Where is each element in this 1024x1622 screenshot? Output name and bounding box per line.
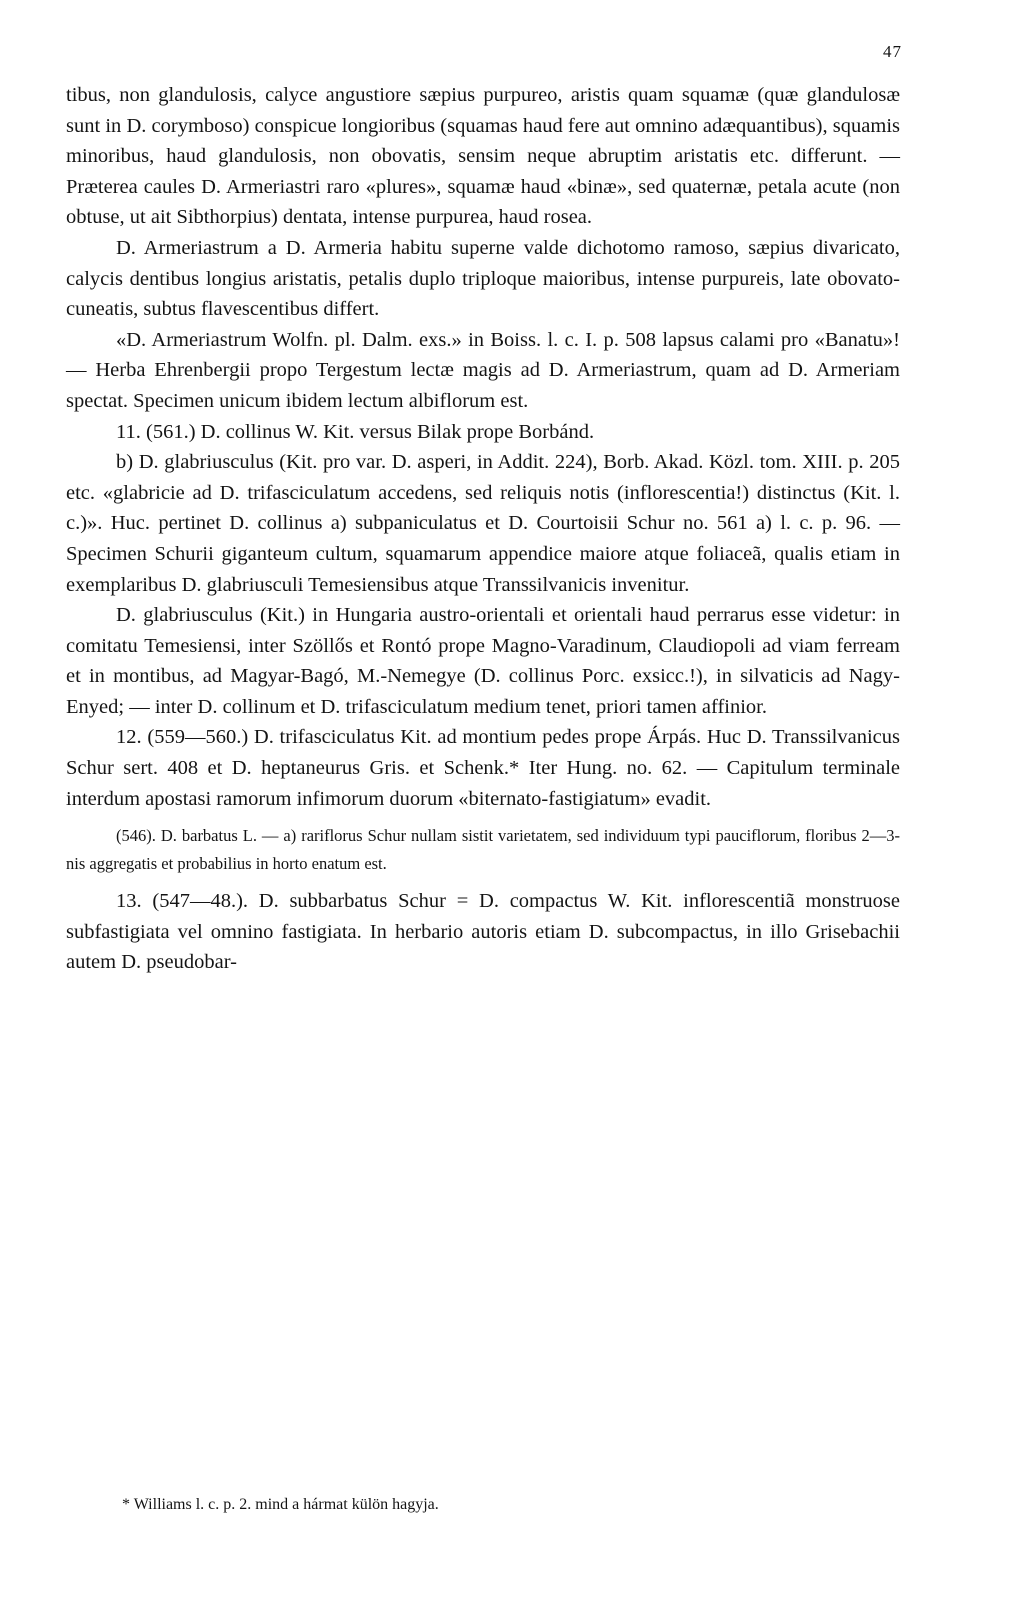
paragraph: D. Armeriastrum a D. Armeria habitu superne valde dichotomo ramoso, sæpius divaricato, calycis dentibus longius aristatis, petalis duplo triploque maioribus, intense purpureis, late obovato-cuneatis, subtus flavescentibus differt. bbox=[66, 236, 900, 321]
paragraph: «D. Armeriastrum Wolfn. pl. Dalm. exs.» in Boiss. l. c. I. p. 508 lapsus calami pro «Banatu»! — Herba Ehrenbergii propo Tergestum lectæ magis ad D. Armeriastrum, quam ad D. Armeriam spectat. Specimen unicum ibidem lectum albiflorum est. bbox=[66, 328, 900, 412]
page-number: 47 bbox=[883, 42, 902, 61]
paragraph: 12. (559—560.) D. trifasciculatus Kit. ad montium pedes prope Árpás. Huc D. Transsilvanicus Schur sert. 408 et D. heptaneurus Gris. et Schenk.* Iter Hung. no. 62. — Capitulum terminale interdum apostasi ramorum infimorum duorum «biternato-fastigiatum» evadit. bbox=[66, 726, 900, 810]
paragraph: 11. (561.) D. collinus W. Kit. versus Bilak prope Borbánd. bbox=[116, 420, 595, 443]
footnote: * Williams l. c. p. 2. mind a hármat külön hagyja. bbox=[122, 1496, 439, 1513]
paragraph: D. glabriusculus (Kit.) in Hungaria austro-orientali et orientali haud perrarus esse videtur: in comitatu Temesiensi, inter Szöllős et Rontó prope Magno-Varadinum, Claudiopoli ad viam ferream et in montibus, ad Magyar-Bagó, M.-Nemegye (D. collinus Porc. exsicc.!), in silvaticis ad Nagy-Enyed; — inter D. collinum et D. trifasciculatum medium tenet, priori tamen affinior. bbox=[66, 604, 900, 718]
small-print-note: (546). D. barbatus L. — a) rariflorus Schur nullam sistit varietatem, sed individuum typi pauciflorum, floribus 2—3-nis aggregatis et probabilius in horto enatum est. bbox=[66, 826, 900, 874]
body-text bbox=[66, 80, 900, 978]
paragraph: 13. (547—48.). D. subbarbatus Schur = D. compactus W. Kit. inflorescentiã monstruose subfastigiata vel omnino fastigiata. In herbario autoris etiam D. subcompactus, in illo Grisebachii autem D. pseudobar- bbox=[66, 890, 900, 974]
paragraph: b) D. glabriusculus (Kit. pro var. D. asperi, in Addit. 224), Borb. Akad. Közl. tom. XIII. p. 205 etc. «glabricie ad D. trifasciculatum accedens, sed reliquis notis (inflorescentia!) distinctus (Kit. l. c.)». Huc. pertinet D. collinus a) subpaniculatus et D. Courtoisii Schur no. 561 a) l. c. p. 96. — Specimen Schurii giganteum cultum, squamarum appendice maiore atque foliaceã, qualis etiam in exemplaribus D. glabriusculi Temesiensibus atque Transsilvanicis invenitur. bbox=[66, 451, 900, 596]
paragraph: tibus, non glandulosis, calyce angustiore sæpius purpureo, aristis quam squamæ (quæ glandulosæ sunt in D. corymboso) conspicue longioribus (squamas haud fere aut omnino adæquantibus), squamis minoribus, haud glandulosis, non obovatis, sensim neque abruptim aristatis etc. differunt. — Præterea caules D. Armeriastri raro «plures», squamæ haud «binæ», sed quaternæ, petala acute (non obtuse, ut ait Sibthorpius) dentata, intense purpurea, haud rosea. bbox=[66, 84, 900, 229]
document-page bbox=[66, 30, 900, 1610]
